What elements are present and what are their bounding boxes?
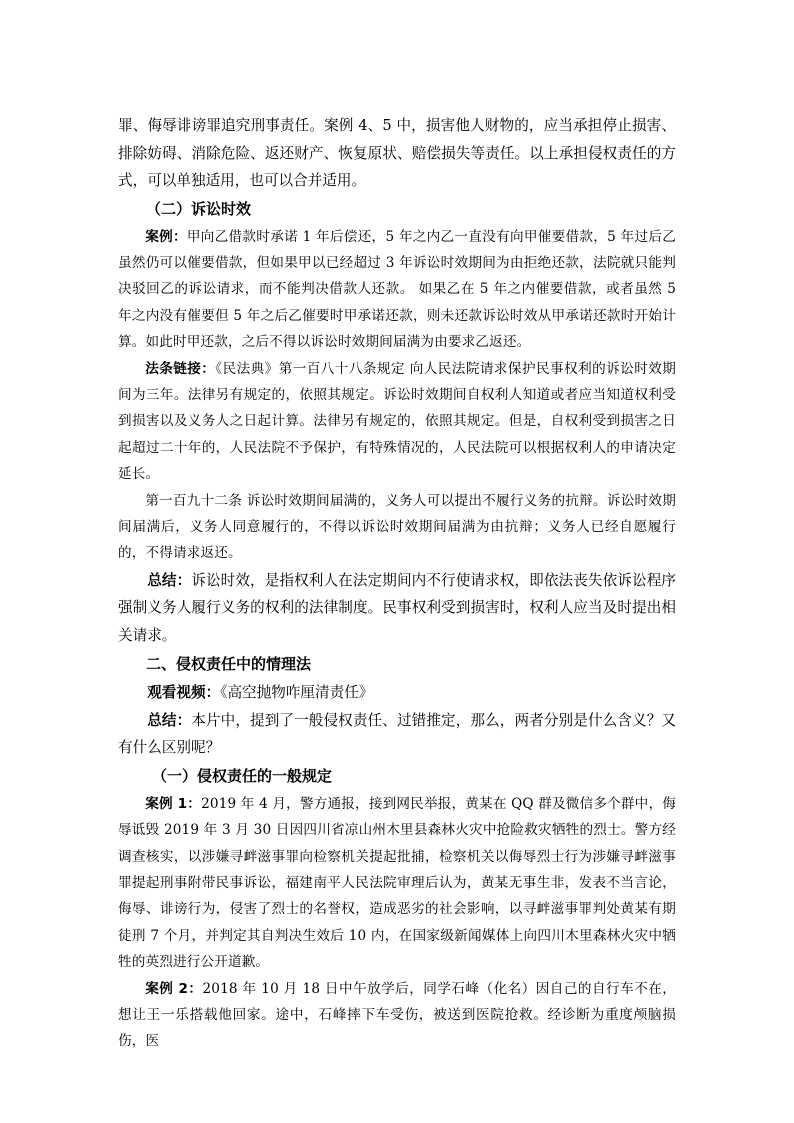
- case-label: 案例：: [145, 228, 187, 245]
- case2-paragraph: [118, 976, 676, 1055]
- case2-text: 2018 年 10 月 18 日中午放学后，同学石峰（化名）因自己的自行车不在，想让王一乐搭载他回家。途中，石峰摔下车受伤，被送到医院抢救。经诊断为重度颅脑损伤，医: [118, 980, 676, 1050]
- heading-statute-of-limitations: （二）诉讼时效: [146, 199, 252, 218]
- summary-paragraph: [118, 567, 676, 650]
- summary2-text: 本片中，提到了一般侵权责任、过错推定，那么，两者分别是什么含义？又有什么区别呢？: [118, 711, 676, 757]
- summary-label: 总结：: [147, 571, 192, 589]
- summary-text: 诉讼时效，是指权利人在法定期间内不行使请求权，即依法丧失依诉讼程序强制义务人履行义务的权利的法律制度。民事权利受到损害时，权利人应当及时提出相关请求。: [118, 571, 676, 644]
- paragraph-intro: 罪、侮辱诽谤罪追究刑事责任。案例 4、5 中，损害他人财物的，应当承担停止损害、排除妨碍、消除危险、返还财产、恢复原状、赔偿损失等责任。以上承担侵权责任的方式，可以单独适用，也可以合并适用。: [118, 117, 676, 189]
- law-paragraph-2: 第一百九十二条 诉讼时效期间届满的，义务人可以提出不履行义务的抗辩。诉讼时效期间届满后，义务人同意履行的，不得以诉讼时效期间届满为由抗辩；义务人已经自愿履行的，不得请求返还。: [118, 492, 676, 562]
- law-label: 法条链接：: [145, 360, 216, 377]
- case-paragraph: [118, 224, 676, 356]
- video-title: 《高空抛物咋厘清责任》: [220, 684, 374, 702]
- summary2-label: 总结：: [147, 711, 192, 729]
- case1-text: 2019 年 4 月，警方通报，接到网民举报，黄某在 QQ 群及微信多个群中，侮辱诋毁 2019 年 3 月 30 日因四川省凉山州木里县森林火灾中抢险救灾牺牲的烈士。警方经调查核实，以涉嫌寻衅滋事罪向检察机关提起批捕，检察机关以侮辱烈士行为涉嫌寻衅滋事罪提起刑事附带民事诉讼，福建南平人民法院审理后认为，黄某无事生非，发表不当言论，侮辱、诽谤行为，侵害了烈士的名誉权，造成恶劣的社会影响，以寻衅滋事罪判处黄某有期徒刑 7 个月，并判定其自判决生效后 10 内，在国家级新闻媒体上向四川木里森林火灾中牺牲的英烈进行公开道歉。: [118, 795, 676, 971]
- summary2-paragraph: [118, 707, 676, 762]
- heading-tort-liability: 二、侵权责任中的情理法: [146, 655, 312, 674]
- heading-general-provisions: （一）侵权责任的一般规定: [152, 766, 333, 785]
- video-label: 观看视频：: [147, 684, 221, 702]
- case1-label: 案例 1：: [145, 795, 202, 812]
- case2-label: 案例 2：: [145, 980, 203, 997]
- video-paragraph: [118, 679, 676, 707]
- case1-paragraph: [118, 791, 676, 976]
- case-text: 甲向乙借款时承诺 1 年后偿还，5 年之内乙一直没有向甲催要借款，5 年过后乙虽然仍可以催要借款，但如果甲以已经超过 3 年诉讼时效期间为由拒绝还款，法院就只能判决驳回乙的诉讼请求，而不能判决借款人还款。 如果乙在 5 年之内催要借款，或者虽然 5 年之内没有催要但 5 年之后乙催要时甲承诺还款，则未还款诉讼时效从甲承诺还款时开始计算。如此时甲还款，之后不得以诉讼时效期间届满为由要求乙返还。: [118, 228, 677, 351]
- law-text: 《民法典》第一百八十八条规定 向人民法院请求保护民事权利的诉讼时效期间为三年。法律另有规定的，依照其规定。诉讼时效期间自权利人知道或者应当知道权利受到损害以及义务人之日起计算。法律另有规定的，依照其规定。但是，自权利受到损害之日起超过二十年的，人民法院不予保护，有特殊情况的，人民法院可以根据权利人的申请决定延长。: [118, 360, 676, 483]
- law-paragraph: [118, 356, 676, 488]
